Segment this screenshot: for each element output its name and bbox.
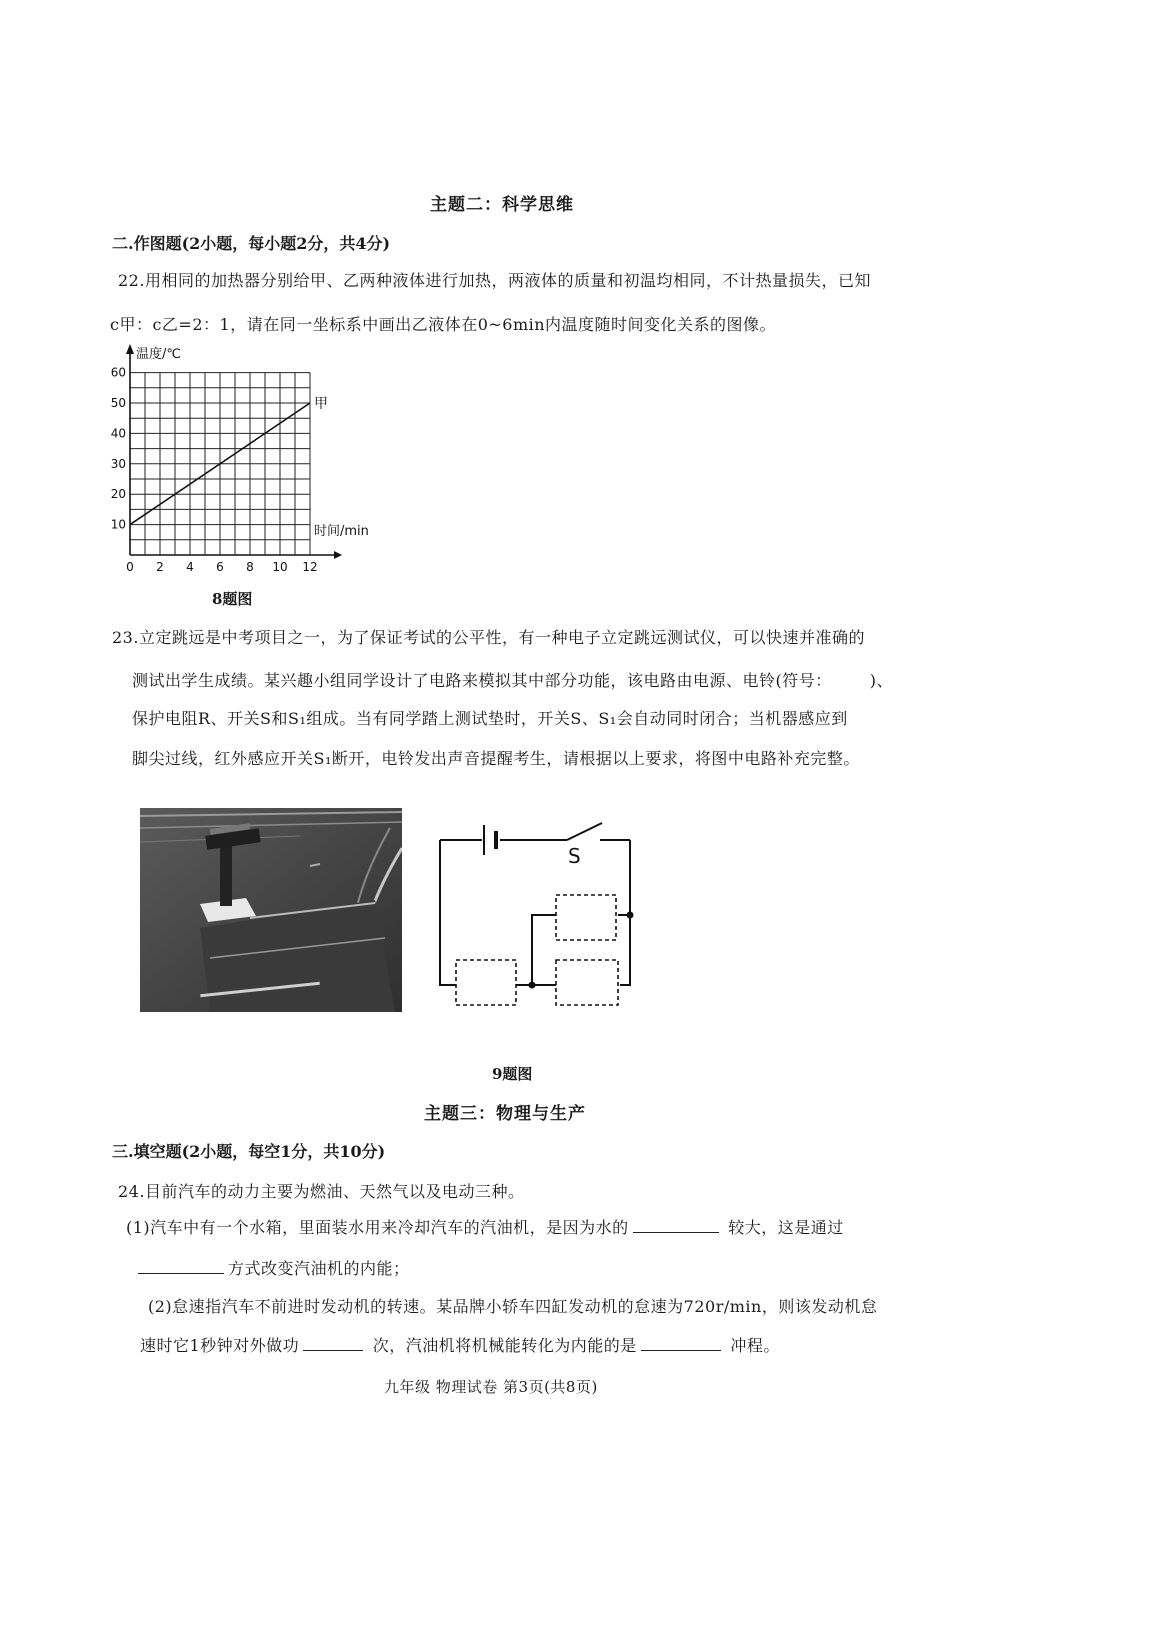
circuit-diagram (430, 815, 645, 1015)
x-tick-label: 12 (302, 560, 318, 574)
q24-part2-line2 (140, 1333, 780, 1356)
q23-line3: 保护电阻R、开关S和S₁组成。当有同学踏上测试垫时，开关S、S₁会自动同时闭合；当机器感应到 (132, 709, 848, 728)
q23-line2 (132, 668, 893, 691)
q22-line2: c甲：c乙=2：1，请在同一坐标系中画出乙液体在0~6min内温度随时间变化关系的图像。 (110, 315, 777, 334)
q22-line1: 22.用相同的加热器分别给甲、乙两种液体进行加热，两液体的质量和初温均相同，不计热量损失，已知 (118, 271, 871, 290)
dashed-box-upper-right (556, 895, 616, 940)
answer-blank-4[interactable] (641, 1336, 721, 1351)
q24-p2b: 速时它1秒钟对外做功 (140, 1336, 300, 1355)
q23-line4: 脚尖过线，红外感应开关S₁断开，电铃发出声音提醒考生，请根据以上要求，将图中电路补充完整。 (132, 749, 860, 768)
y-tick-label: 30 (110, 456, 126, 471)
temperature-time-chart (100, 340, 400, 580)
figure9-caption: 9题图 (492, 1065, 533, 1083)
switch-label: S (568, 844, 581, 868)
x-tick-label: 2 (156, 560, 164, 574)
q24-intro: 24.目前汽车的动力主要为燃油、天然气以及电动三种。 (118, 1182, 525, 1201)
y-tick-label: 40 (110, 426, 126, 441)
junction-right (627, 912, 634, 919)
figure8-caption: 8题图 (212, 590, 253, 608)
dashed-box-lower-left (456, 960, 516, 1005)
answer-blank-3[interactable] (303, 1336, 363, 1351)
x-tick-label: 10 (272, 560, 288, 574)
q24-p1a: (1)汽车中有一个水箱，里面装水用来冷却汽车的汽油机，是因为水的 (126, 1218, 629, 1237)
y-tick-label: 60 (110, 365, 126, 380)
q24-part1-line1 (126, 1215, 844, 1238)
x-tick-label: 8 (246, 560, 254, 574)
x-tick-label: 4 (186, 560, 194, 574)
q24-p1c: 方式改变汽油机的内能； (228, 1259, 410, 1278)
q24-part2-line1: (2)怠速指汽车不前进时发动机的转速。某品牌小轿车四缸发动机的怠速为720r/min，则该发动机怠 (148, 1297, 878, 1316)
wire-left (440, 840, 456, 985)
wire-branch-up (532, 915, 556, 985)
answer-blank-1[interactable] (633, 1218, 719, 1233)
junction-left (529, 982, 536, 989)
q23-line2-end: )、 (869, 671, 893, 690)
y-tick-label: 50 (110, 396, 126, 410)
x-tick-label: 0 (126, 560, 134, 574)
y-tick-label: 10 (110, 517, 126, 532)
dashed-box-lower-right (556, 960, 618, 1005)
y-axis-arrow (126, 344, 134, 354)
x-axis-label: 时间/min (314, 524, 369, 539)
y-axis-label: 温度/℃ (136, 347, 181, 362)
q24-part1-line2 (138, 1256, 410, 1279)
long-jump-tester-photo (140, 808, 402, 1012)
battery-symbol (484, 825, 496, 855)
answer-blank-2[interactable] (138, 1259, 224, 1274)
x-tick-label: 6 (216, 560, 224, 574)
q24-p1b: 较大，这是通过 (728, 1218, 844, 1237)
series-label-jia: 甲 (314, 396, 328, 412)
q24-p2c: 次，汽油机将机械能转化为内能的是 (372, 1336, 637, 1355)
switch-s-symbol (567, 823, 630, 840)
topic3-title: 主题三：物理与生产 (424, 1104, 586, 1124)
topic2-title: 主题二：科学思维 (430, 195, 574, 215)
q23-line1: 23.立定跳远是中考项目之一，为了保证考试的公平性，有一种电子立定跳远测试仪，可以快速并准确的 (112, 628, 865, 647)
section3-heading: 三.填空题(2小题，每空1分，共10分) (112, 1142, 386, 1161)
x-axis-arrow (334, 551, 342, 559)
y-tick-label: 20 (110, 487, 126, 502)
section2-heading: 二.作图题(2小题，每小题2分，共4分) (112, 234, 391, 253)
q23-line2-text: 测试出学生成绩。某兴趣小组同学设计了电路来模拟其中部分功能，该电路由电源、电铃(符号： (132, 671, 832, 690)
page-footer: 九年级 物理试卷 第3页(共8页) (384, 1378, 598, 1396)
q24-p2d: 冲程。 (730, 1336, 780, 1355)
